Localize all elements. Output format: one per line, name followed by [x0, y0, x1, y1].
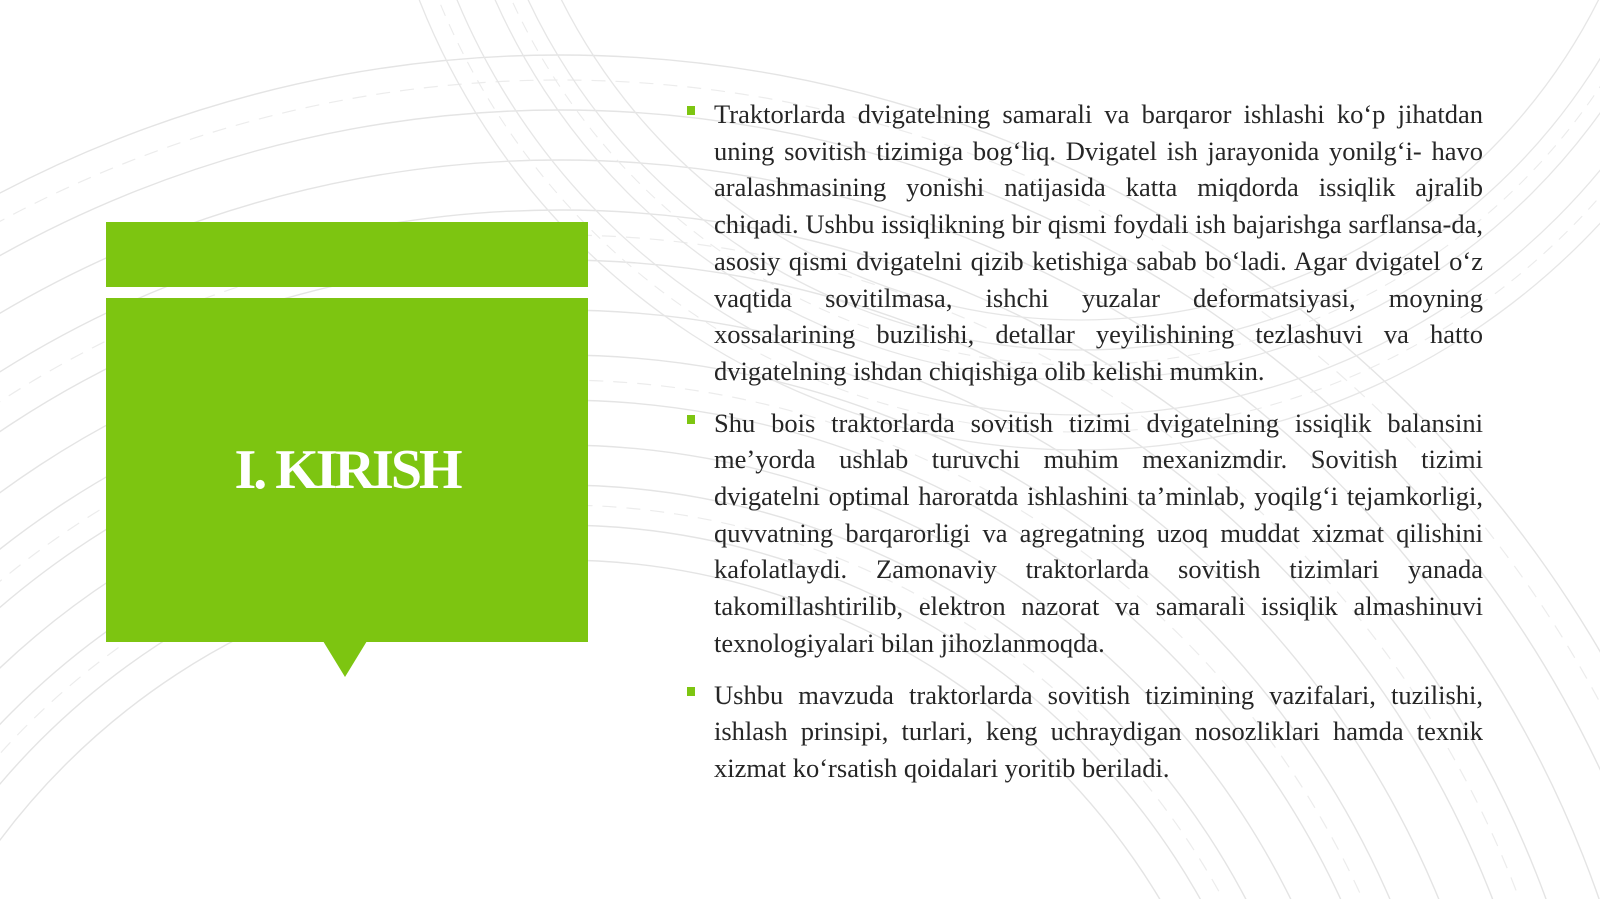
- list-item: [683, 96, 1483, 390]
- list-item: [683, 677, 1483, 787]
- bullet-text: Shu bois traktorlarda sovitish tizimi dvigatelning issiqlik balansini me’yorda ushlab turuvchi muhim mexanizmdir. Sovitish tizimi dvigatelni optimal haroratda ishlashini ta’minlab, yoqilg‘i tejamkorligi, quvvatning barqarorligi va agregatning uzoq muddat xizmat qilishini kafolatlaydi. Zamonaviy traktorlarda sovitish tizimlari yanada takomillashtirilib, elektron nazorat va samarali issiqlik almashinuvi texnologiyalari bilan jihozlanmoqda.: [714, 407, 1483, 658]
- square-bullet-icon: [687, 687, 695, 696]
- bullet-text: Ushbu mavzuda traktorlarda sovitish tizimining vazifalari, tuzilishi, ishlash prinsipi, turlari, keng uchraydigan nosozliklari hamda texnik xizmat ko‘rsatish qoidalari yoritib beriladi.: [714, 679, 1483, 783]
- square-bullet-icon: [687, 415, 695, 424]
- list-item: [683, 405, 1483, 662]
- bullet-text: Traktorlarda dvigatelning samarali va barqaror ishlashi ko‘p jihatdan uning sovitish tizimiga bog‘liq. Dvigatel ish jarayonida yonilg‘i- havo aralashmasining yonishi natijasida katta miqdorda issiqlik ajralib chiqadi. Ushbu issiqlikning bir qismi foydali ish bajarishga sarflansa-da, asosiy qismi dvigatelni qizib ketishiga sabab bo‘ladi. Agar dvigatel o‘z vaqtida sovitilmasa, ishchi yuzalar deformatsiyasi, moyning xossalarining buzilishi, detallar yeyilishining tezlashuvi va hatto dvigatelning ishdan chiqishiga olib kelishi mumkin.: [714, 99, 1483, 386]
- title-accent-bar: [106, 222, 588, 287]
- bullet-list: [683, 96, 1483, 802]
- callout-pointer: [323, 641, 367, 677]
- square-bullet-icon: [687, 106, 695, 115]
- slide-title: I. KIRISH: [234, 439, 460, 501]
